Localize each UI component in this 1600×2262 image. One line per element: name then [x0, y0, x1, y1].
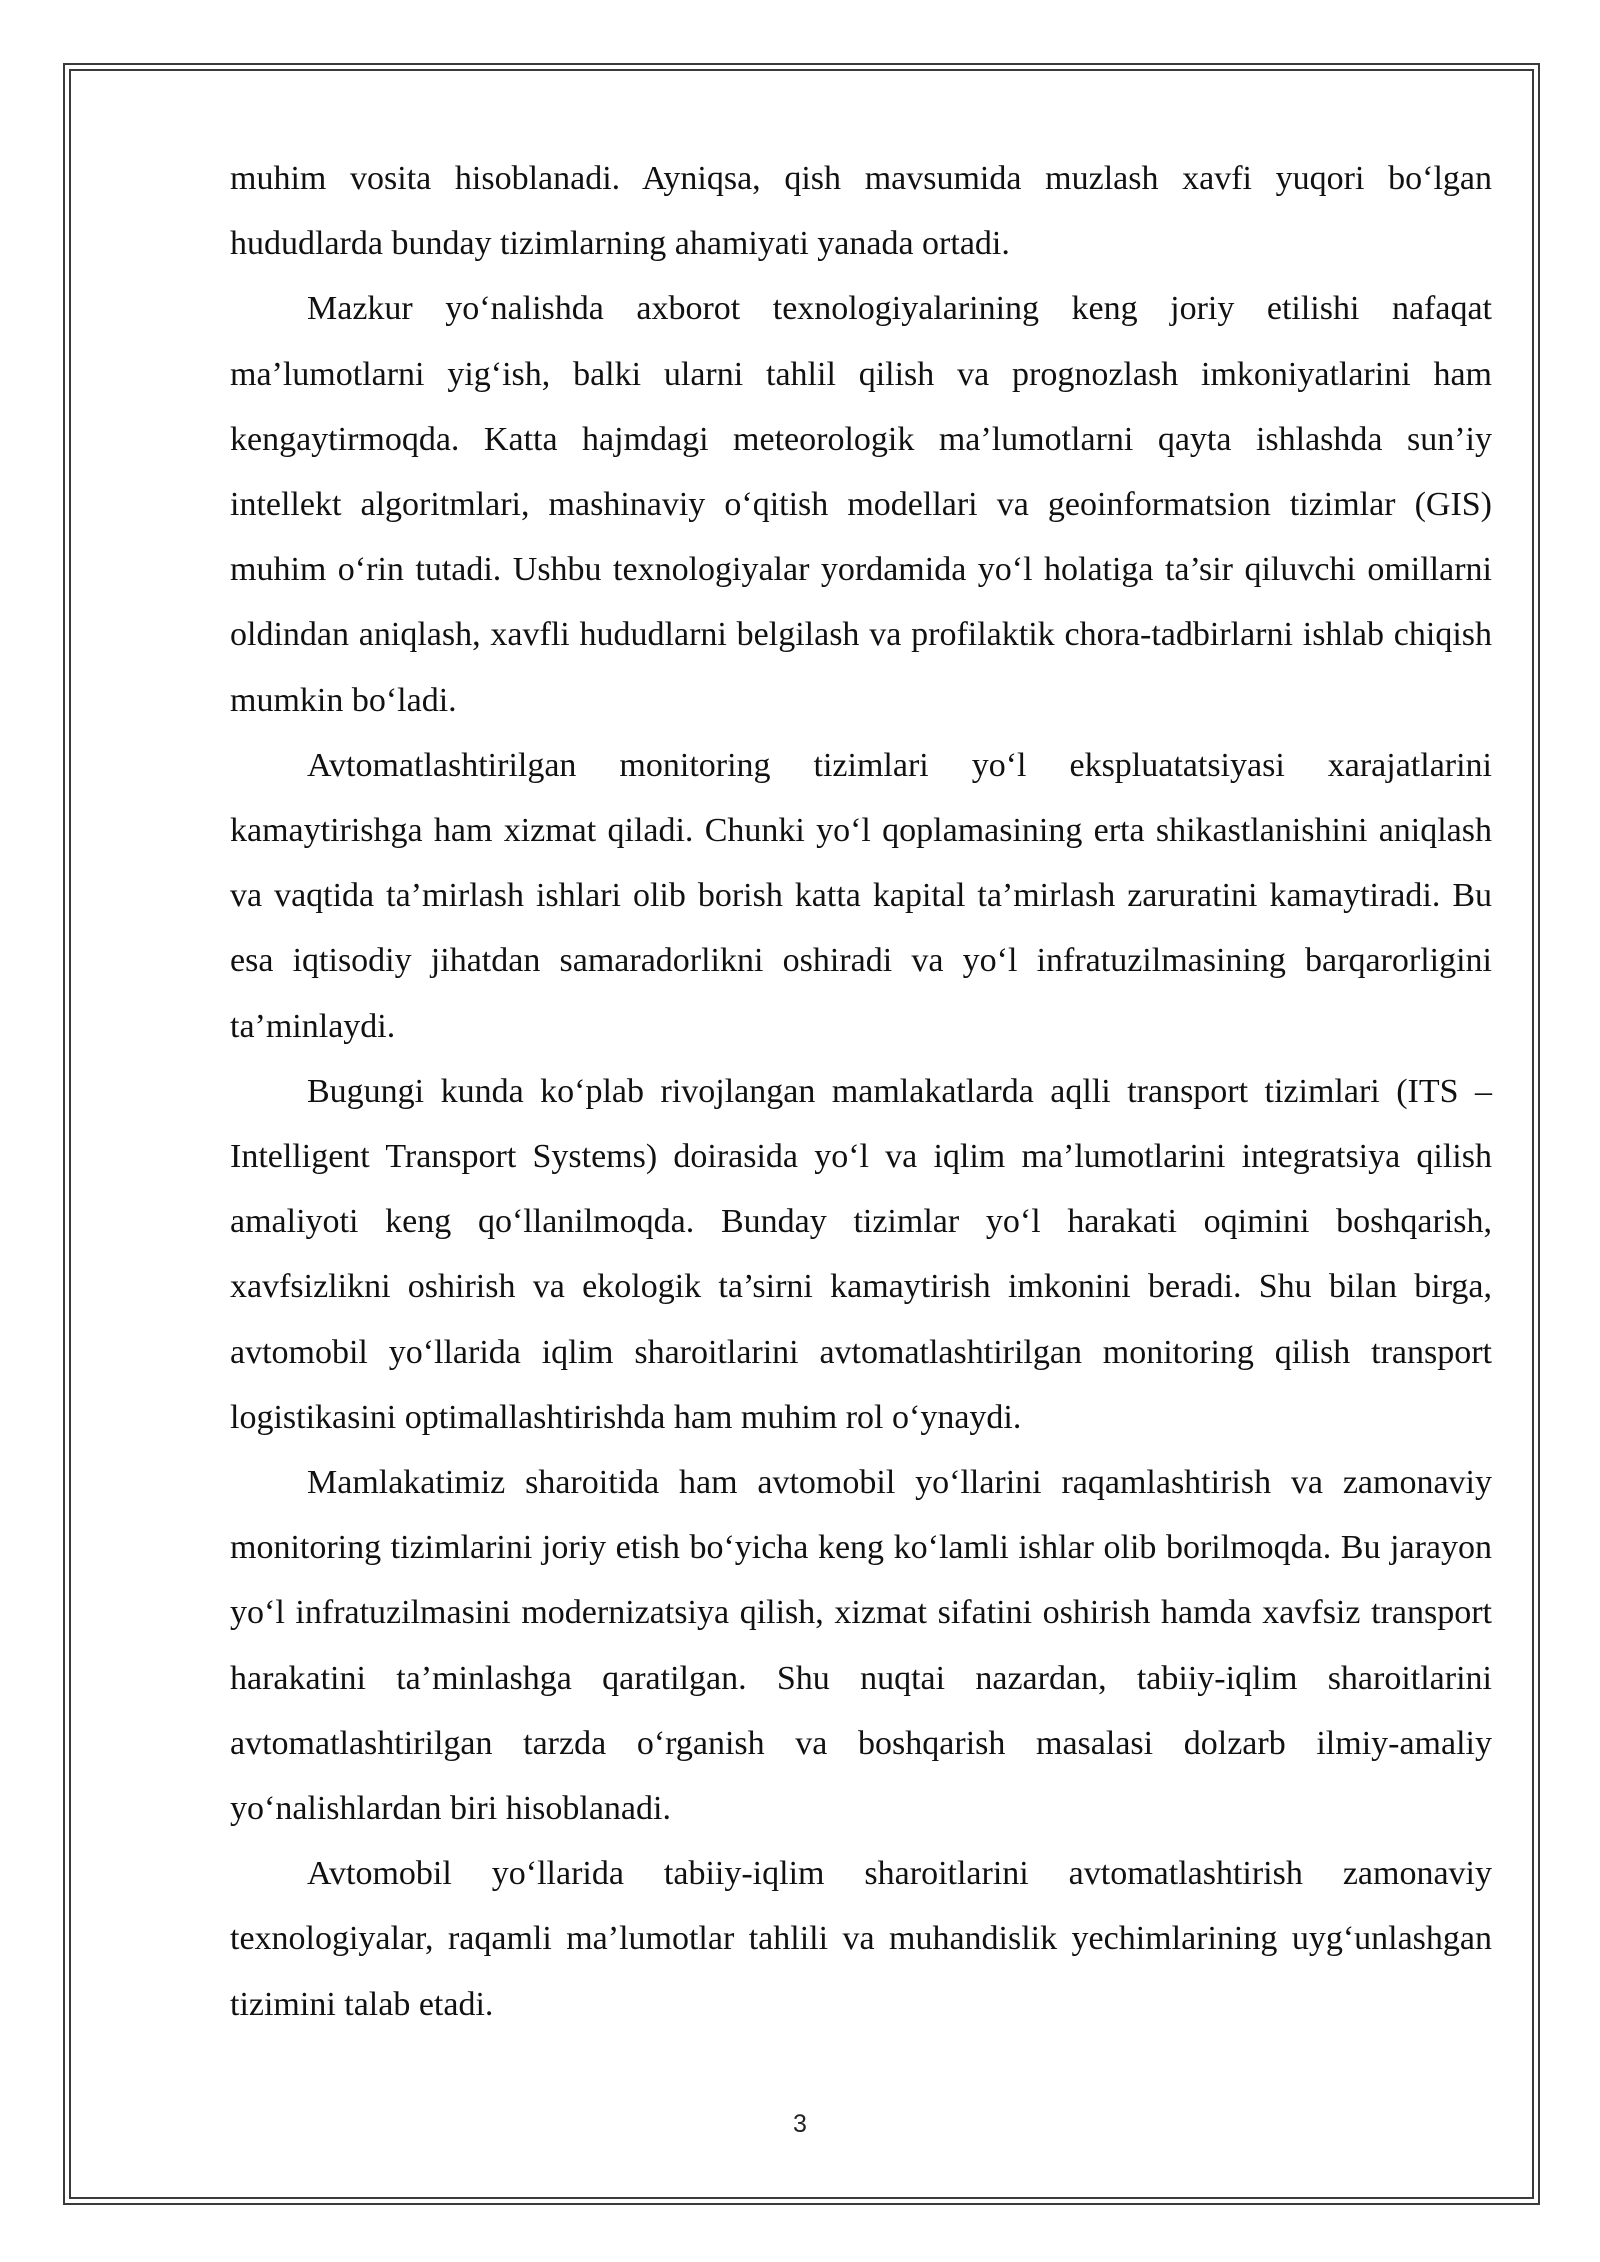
paragraph-it-technologies: Mazkur yo‘nalishda axborot texnologiyalarining keng joriy etilishi nafaqat ma’lumotlarni yig‘ish, balki ularni tahlil qilish va prognozlash imkoniyatlarini ham kengaytirmoqda. Katta hajmdagi meteorologik ma’lumotlarni qayta ishlashda sun’iy intellekt algoritmlari, mashinaviy o‘qitish modellari va geoinformatsion tizimlar (GIS) muhim o‘rin tutadi. Ushbu texnologiyalar yordamida yo‘l holatiga ta’sir qiluvchi omillarni oldindan aniqlash, xavfli hududlarni belgilash va profilaktik chora-tadbirlarni ishlab chiqish mumkin bo‘ladi. — [230, 290, 1492, 719]
paragraph-national-digitalization: Mamlakatimiz sharoitida ham avtomobil yo‘llarini raqamlashtirish va zamonaviy monitoring tizimlarini joriy etish bo‘yicha keng ko‘lamli ishlar olib borilmoqda. Bu jarayon yo‘l infratuzilmasini modernizatsiya qilish, xizmat sifatini oshirish hamda xavfsiz transport harakatini ta’minlashga qaratilgan. Shu nuqtai nazardan, tabiiy-iqlim sharoitlarini avtomatlashtirilgan tarzda o‘rganish va boshqarish masalasi dolzarb ilmiy-amaliy yo‘nalishlardan biri hisoblanadi. — [230, 1464, 1492, 1828]
paragraph-continuation: muhim vosita hisoblanadi. Ayniqsa, qish mavsumida muzlash xavfi yuqori bo‘lgan hududlarda bunday tizimlarning ahamiyati yanada ortadi. — [230, 160, 1492, 263]
page-number: 3 — [793, 2110, 807, 2138]
paragraph-automation-requirements: Avtomobil yo‘llarida tabiiy-iqlim sharoitlarini avtomatlashtirish zamonaviy texnologiyalar, raqamli ma’lumotlar tahlili va muhandislik yechimlarining uyg‘unlashgan tizimini talab etadi. — [230, 1855, 1492, 2023]
paragraph-monitoring-costs: Avtomatlashtirilgan monitoring tizimlari yo‘l ekspluatatsiyasi xarajatlarini kamaytirishga ham xizmat qiladi. Chunki yo‘l qoplamasining erta shikastlanishini aniqlash va vaqtida ta’mirlash ishlari olib borish katta kapital ta’mirlash zaruratini kamaytiradi. Bu esa iqtisodiy jihatdan samaradorlikni oshiradi va yo‘l infratuzilmasining barqarorligini ta’minlaydi. — [230, 746, 1492, 1045]
paragraph-its-systems: Bugungi kunda ko‘plab rivojlangan mamlakatlarda aqlli transport tizimlari (ITS – Intelligent Transport Systems) doirasida yo‘l va iqlim ma’lumotlarini integratsiya qilish amaliyoti keng qo‘llanilmoqda. Bunday tizimlar yo‘l harakati oqimini boshqarish, xavfsizlikni oshirish va ekologik ta’sirni kamaytirish imkonini beradi. Shu bilan birga, avtomobil yo‘llarida iqlim sharoitlarini avtomatlashtirilgan monitoring qilish transport logistikasini optimallashtirishda ham muhim rol o‘ynaydi. — [230, 1072, 1492, 1436]
document-body — [230, 146, 1492, 2037]
